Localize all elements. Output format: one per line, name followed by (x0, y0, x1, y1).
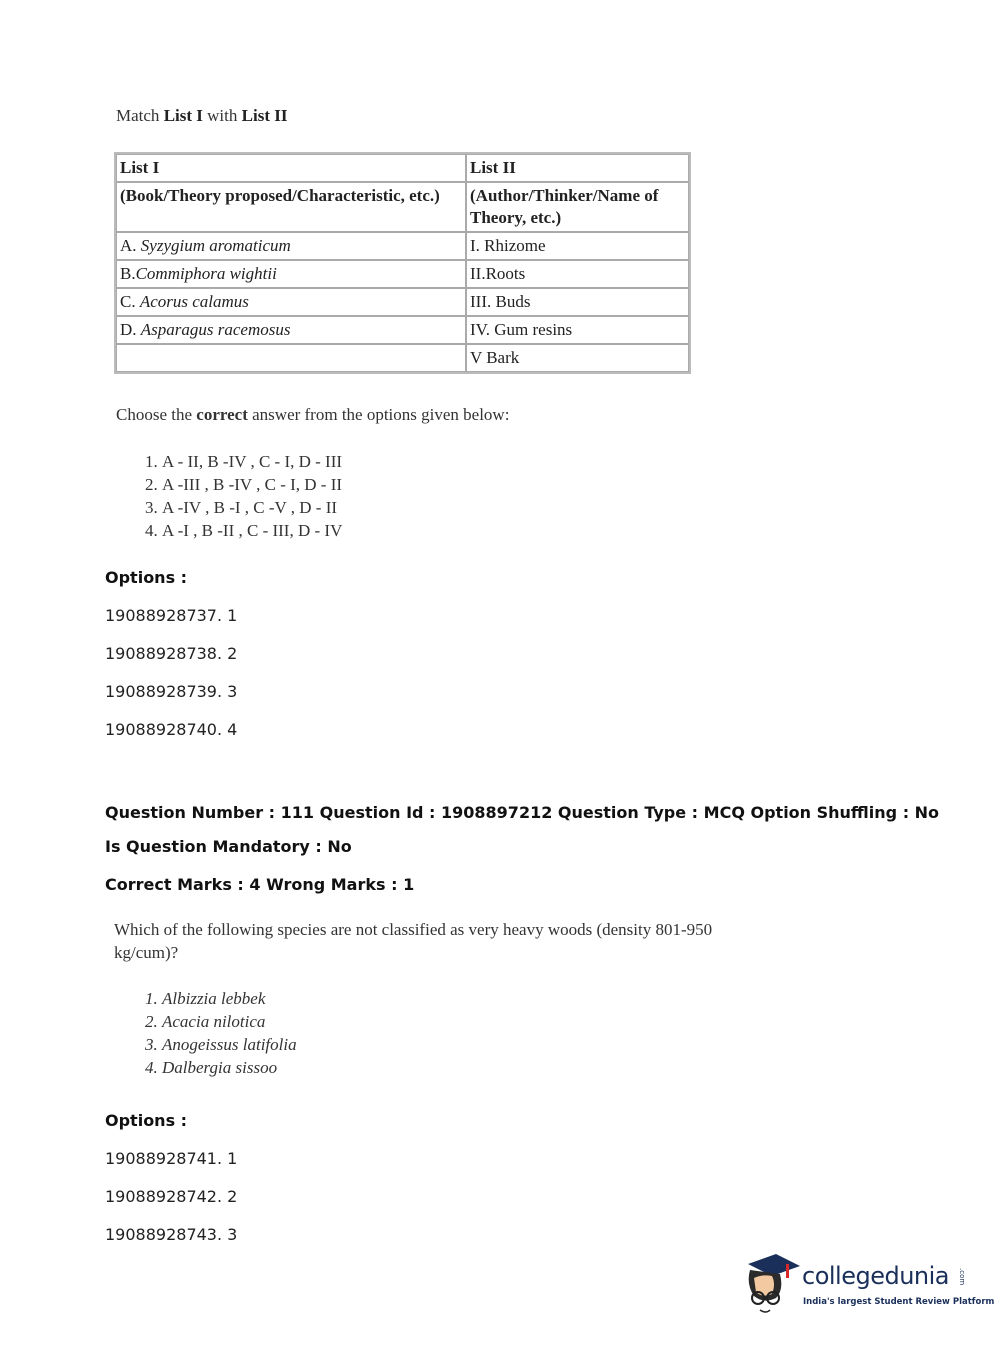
table-row (116, 288, 689, 316)
question-mandatory: Is Question Mandatory : No (105, 837, 352, 856)
species-item: 2. Acacia nilotica (162, 1010, 297, 1033)
option-item: 19088928737. 1 (105, 606, 238, 625)
brand-name: collegedunia (802, 1262, 950, 1290)
option-item: 19088928738. 2 (105, 644, 238, 663)
species-list (116, 987, 297, 1079)
answer-choices-list (116, 450, 342, 542)
table-cell-left: A. Syzygium aromaticum (116, 232, 466, 260)
option-item: 19088928741. 1 (105, 1149, 238, 1168)
question-text: Which of the following species are not classified as very heavy woods (density 801-950 kg/cum)? (114, 920, 713, 962)
match-instruction: Match List I with List II (116, 106, 288, 125)
option-item: 19088928740. 4 (105, 720, 238, 739)
table-cell-right: V Bark (466, 344, 689, 372)
table-header-list2: List II (466, 154, 689, 182)
choose-instruction: Choose the correct answer from the options given below: (116, 405, 510, 424)
answer-choice: 2. A -III , B -IV , C - I, D - II (162, 473, 342, 496)
options-label: Options : (105, 1111, 188, 1130)
question-meta: Question Number : 111 Question Id : 1908897212 Question Type : MCQ Option Shuffling : No (105, 803, 940, 822)
answer-choice: 1. A - II, B -IV , C - I, D - III (162, 450, 342, 473)
table-cell-right: I. Rhizome (466, 232, 689, 260)
question-marks: Correct Marks : 4 Wrong Marks : 1 (105, 875, 415, 894)
table-row (116, 260, 689, 288)
brand-tagline: India's largest Student Review Platform (803, 1297, 995, 1307)
table-row (116, 232, 689, 260)
answer-choice: 3. A -IV , B -I , C -V , D - II (162, 496, 342, 519)
table-subheader-list1: (Book/Theory proposed/Characteristic, etc.) (116, 182, 466, 232)
table-header-row (116, 154, 689, 182)
options-label: Options : (105, 568, 188, 587)
table-row (116, 344, 689, 372)
table-cell-right: IV. Gum resins (466, 316, 689, 344)
table-header-list1: List I (116, 154, 466, 182)
species-item: 3. Anogeissus latifolia (162, 1033, 297, 1056)
species-item: 1. Albizzia lebbek (162, 987, 297, 1010)
table-cell-right: II.Roots (466, 260, 689, 288)
answer-choice: 4. A -I , B -II , C - III, D - IV (162, 519, 342, 542)
species-item: 4. Dalbergia sissoo (162, 1056, 297, 1079)
option-item: 19088928742. 2 (105, 1187, 238, 1206)
table-cell-left: B.Commiphora wightii (116, 260, 466, 288)
brand-dotcom: .com (958, 1268, 966, 1286)
table-subheader-row (116, 182, 689, 232)
table-subheader-list2: (Author/Thinker/Name of Theory, etc.) (466, 182, 689, 232)
option-item: 19088928743. 3 (105, 1225, 238, 1244)
mascot-icon (742, 1250, 802, 1320)
table-cell-left: C. Acorus calamus (116, 288, 466, 316)
table-cell-left: D. Asparagus racemosus (116, 316, 466, 344)
option-item: 19088928739. 3 (105, 682, 238, 701)
match-table (114, 152, 691, 374)
table-cell-left (116, 344, 466, 372)
table-row (116, 316, 689, 344)
table-cell-right: III. Buds (466, 288, 689, 316)
